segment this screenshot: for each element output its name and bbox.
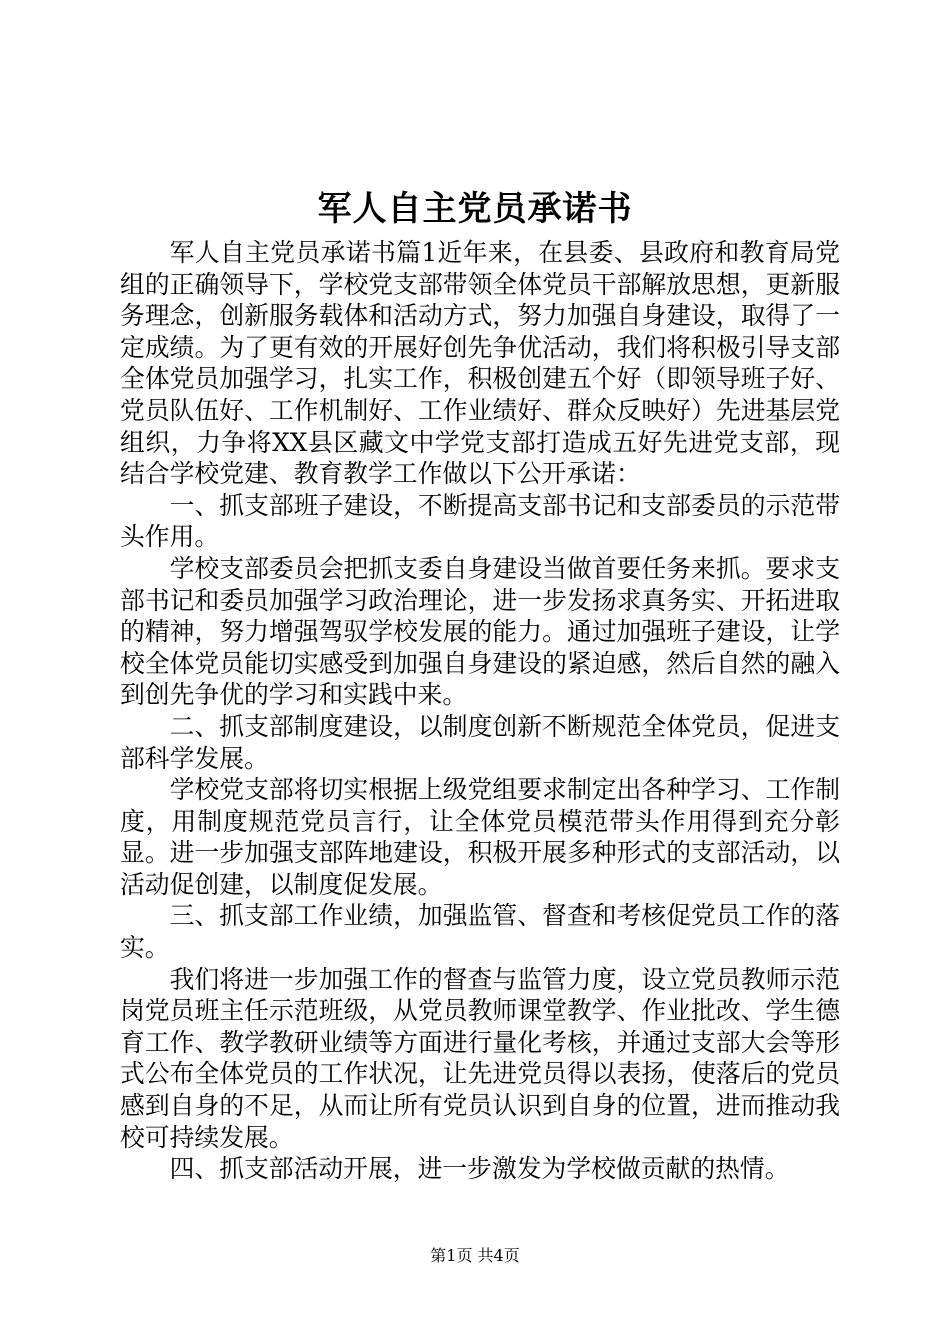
section-body-1: 学校支部委员会把抓支委自身建设当做首要任务来抓。要求支部书记和委员加强学习政治理论，进一步发扬求真务实、开拓进取的精神，努力增强驾驭学校发展的能力。通过加强班子建设，让学校全体党员能切实感受到加强自身建设的紧迫感，然后自然的融入到创先争优的学习和实践中来。	[120, 553, 840, 710]
section-heading-3: 三、抓支部工作业绩，加强监管、督查和考核促党员工作的落实。	[120, 901, 840, 963]
page-title: 军人自主党员承诺书	[317, 189, 633, 229]
section-body-2: 学校党支部将切实根据上级党组要求制定出各种学习、工作制度，用制度规范党员言行，让全体党员模范带头作用得到充分彰显。进一步加强支部阵地建设，积极开展多种形式的支部活动，以活动促创建，以制度促发展。	[120, 775, 840, 899]
page-indicator: 第1页 共4页	[430, 1246, 520, 1265]
document-body	[120, 237, 840, 1185]
section-heading-2: 二、抓支部制度建设，以制度创新不断规范全体党员，促进支部科学发展。	[120, 711, 840, 773]
intro-paragraph: 军人自主党员承诺书篇1近年来，在县委、县政府和教育局党组的正确领导下，学校党支部带领全体党员干部解放思想，更新服务理念，创新服务载体和活动方式，努力加强自身建设，取得了一定成绩。为了更有效的开展好创先争优活动，我们将积极引导支部全体党员加强学习，扎实工作，积极创建五个好（即领导班子好、党员队伍好、工作机制好、工作业绩好、群众反映好）先进基层党组织，力争将XX县区藏文中学党支部打造成五好先进党支部，现结合学校党建、教育教学工作做以下公开承诺：	[120, 238, 840, 489]
section-heading-1: 一、抓支部班子建设，不断提高支部书记和支部委员的示范带头作用。	[120, 490, 840, 552]
section-heading-4: 四、抓支部活动开展，进一步激发为学校做贡献的热情。	[169, 1154, 790, 1184]
section-body-3: 我们将进一步加强工作的督查与监管力度，设立党员教师示范岗党员班主任示范班级，从党员教师课堂教学、作业批改、学生德育工作、教学教研业绩等方面进行量化考核，并通过支部大会等形式公布全体党员的工作状况，让先进党员得以表扬，使落后的党员感到自身的不足，从而让所有党员认识到自身的位置，进而推动我校可持续发展。	[120, 964, 840, 1152]
